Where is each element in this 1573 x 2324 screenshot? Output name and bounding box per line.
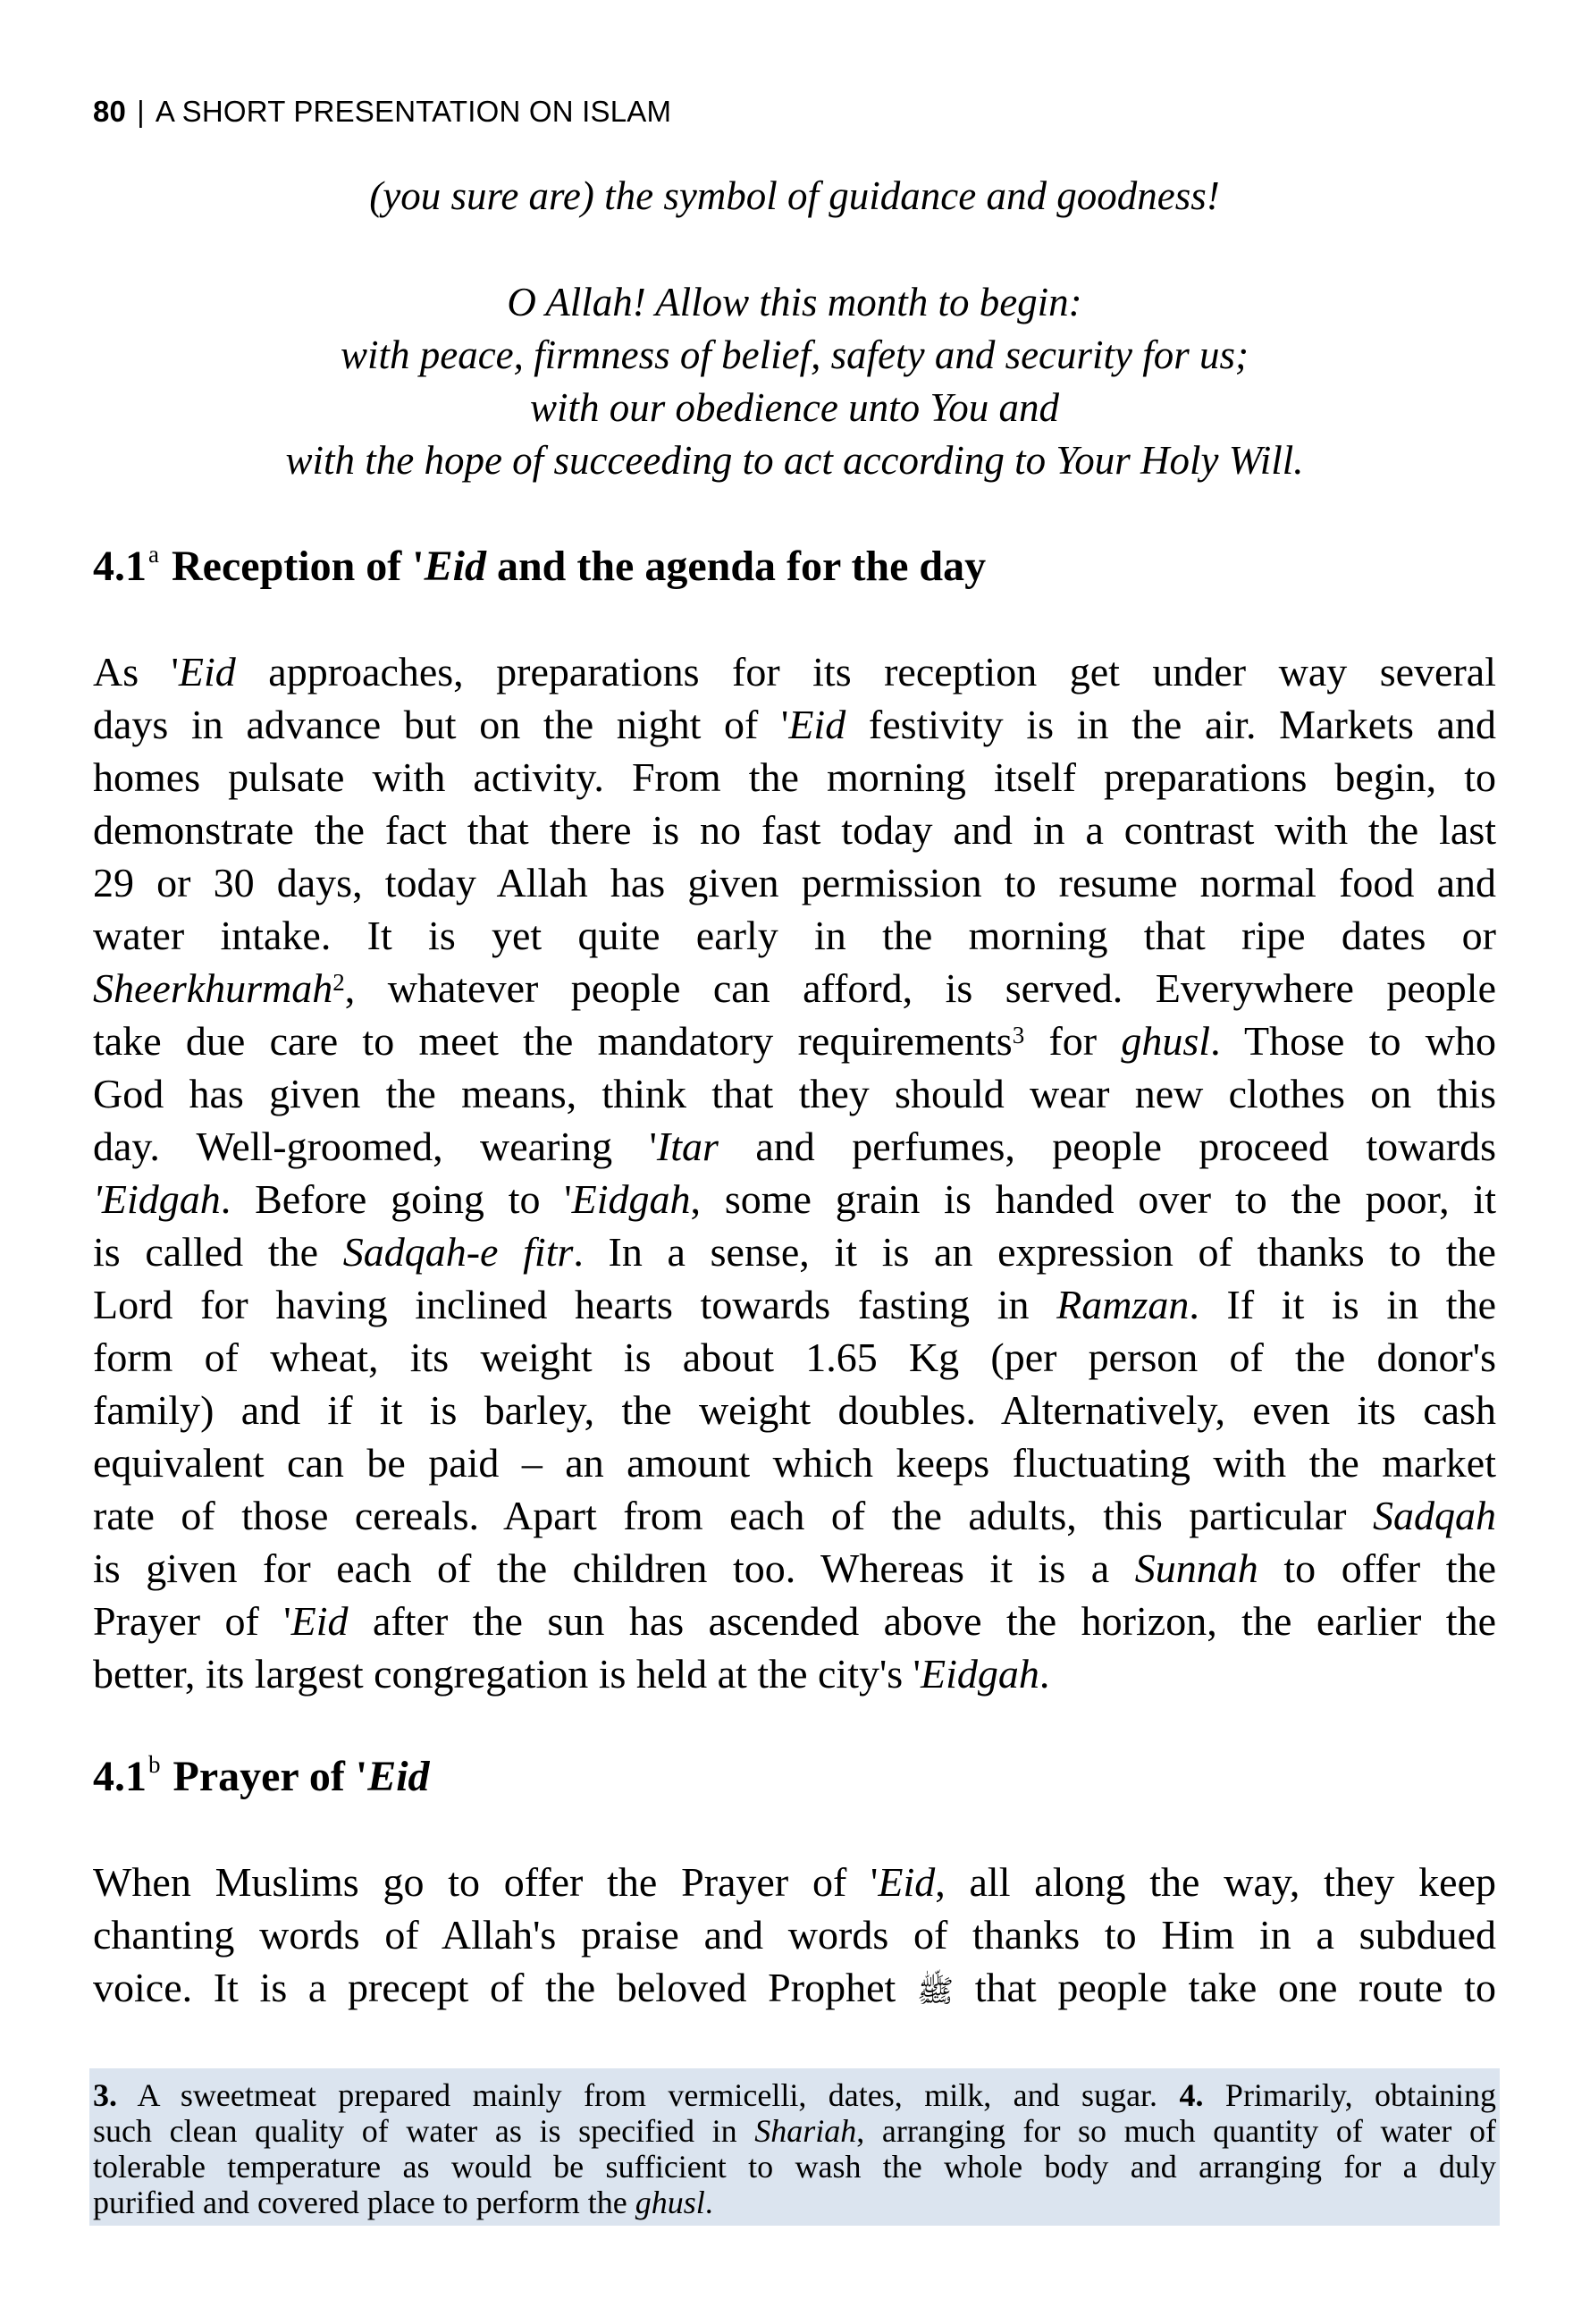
text-line: 29 or 30 days, today Allah has given permission to resume normal food and (93, 860, 1496, 905)
text-line: Lord for having inclined hearts towards fasting in Ramzan. If it is in the (93, 1282, 1496, 1327)
page-number: 80 (93, 95, 127, 128)
section-superscript: a (148, 541, 159, 568)
verse-line: with our obedience unto You and (529, 385, 1060, 430)
running-head-separator: | (137, 95, 145, 128)
section-number: 4.1 (93, 543, 147, 590)
text-line: Prayer of 'Eid after the sun has ascended above the horizon, the earlier the (93, 1598, 1496, 1644)
text-line: family) and if it is barley, the weight doubles. Alternatively, even its cash (93, 1387, 1496, 1433)
salawat-glyph: ﷺ (916, 1975, 955, 2008)
text-line: voice. It is a precept of the beloved Prophet ﷺ that people take one route to (93, 1965, 1497, 2010)
text-line: form of wheat, its weight is about 1.65 Kg (per person of the donor's (93, 1335, 1496, 1380)
text-line: rate of those cereals. Apart from each of the adults, this particular Sadqah (93, 1493, 1496, 1538)
prayer-verse (93, 170, 1496, 487)
verse-line: (you sure are) the symbol of guidance and goodness! (369, 173, 1220, 218)
text-line: is called the Sadqah-e fitr. In a sense, it is an expression of thanks to the (93, 1229, 1496, 1275)
text-line: When Muslims go to offer the Prayer of 'Eid, all along the way, they keep (93, 1859, 1496, 1905)
text-line: equivalent can be paid – an amount which keeps fluctuating with the market (93, 1440, 1496, 1486)
section-number: 4.1 (93, 1753, 147, 1800)
footnote-line: 3. A sweetmeat prepared mainly from vermicelli, dates, milk, and sugar. 4. Primarily, obtaining (93, 2077, 1496, 2113)
text-line: days in advance but on the night of 'Eid festivity is in the air. Markets and (93, 702, 1496, 747)
text-line: As 'Eid approaches, preparations for its reception get under way several (93, 649, 1496, 695)
text-line: 'Eidgah. Before going to 'Eidgah, some grain is handed over to the poor, it (93, 1176, 1496, 1222)
footnote-ref: 3 (1012, 1022, 1025, 1048)
text-line: chanting words of Allah's praise and words of thanks to Him in a subdued (93, 1912, 1496, 1958)
text-line: day. Well-groomed, wearing 'Itar and perfumes, people proceed towards (93, 1124, 1496, 1169)
text-line: Sheerkhurmah$^2$, whatever people can afford, is served. Everywhere people (93, 965, 1496, 1011)
paragraph-reception (93, 645, 1496, 1700)
footnote-line: such clean quality of water as is specified in Shariah, arranging for so much quantity of water of (93, 2113, 1496, 2149)
text-line: homes pulsate with activity. From the morning itself preparations begin, to (93, 754, 1496, 800)
section-title-italic: Eid (424, 543, 486, 590)
text-line: is given for each of the children too. Whereas it is a Sunnah to offer the (93, 1545, 1496, 1591)
text-line: water intake. It is yet quite early in the morning that ripe dates or (93, 913, 1496, 958)
section-superscript: b (148, 1751, 161, 1778)
running-head (93, 95, 671, 129)
footnote-ref: 2 (332, 969, 345, 996)
section-title-part: Prayer of ' (172, 1753, 368, 1800)
verse-line: with the hope of succeeding to act according to Your Holy Will. (285, 438, 1304, 483)
section-title-part: and the agenda for the day (485, 543, 987, 590)
paragraph-prayer (93, 1856, 1496, 2014)
verse-line: with peace, firmness of belief, safety and security for us; (340, 333, 1249, 377)
footnote-line: purified and covered place to perform the ghusl. (93, 2185, 713, 2220)
footnotes (89, 2068, 1500, 2226)
book-title: A SHORT PRESENTATION ON ISLAM (155, 95, 672, 128)
section-title-italic: Eid (367, 1753, 430, 1800)
text-line: better, its largest congregation is held at the city's 'Eidgah. (93, 1651, 1050, 1697)
footnote-line: tolerable temperature as would be sufficient to wash the whole body and arranging for a duly (93, 2149, 1496, 2185)
text-line: take due care to meet the mandatory requirements$^3$ for ghusl. Those to who (93, 1018, 1496, 1064)
section-heading-4-1b (93, 1750, 430, 1804)
section-title-part: Reception of ' (171, 543, 425, 590)
text-line: God has given the means, think that they should wear new clothes on this (93, 1071, 1496, 1116)
section-heading-4-1a (93, 540, 986, 594)
text-line: demonstrate the fact that there is no fast today and in a contrast with the last (93, 807, 1496, 853)
verse-line: O Allah! Allow this month to begin: (507, 280, 1082, 324)
